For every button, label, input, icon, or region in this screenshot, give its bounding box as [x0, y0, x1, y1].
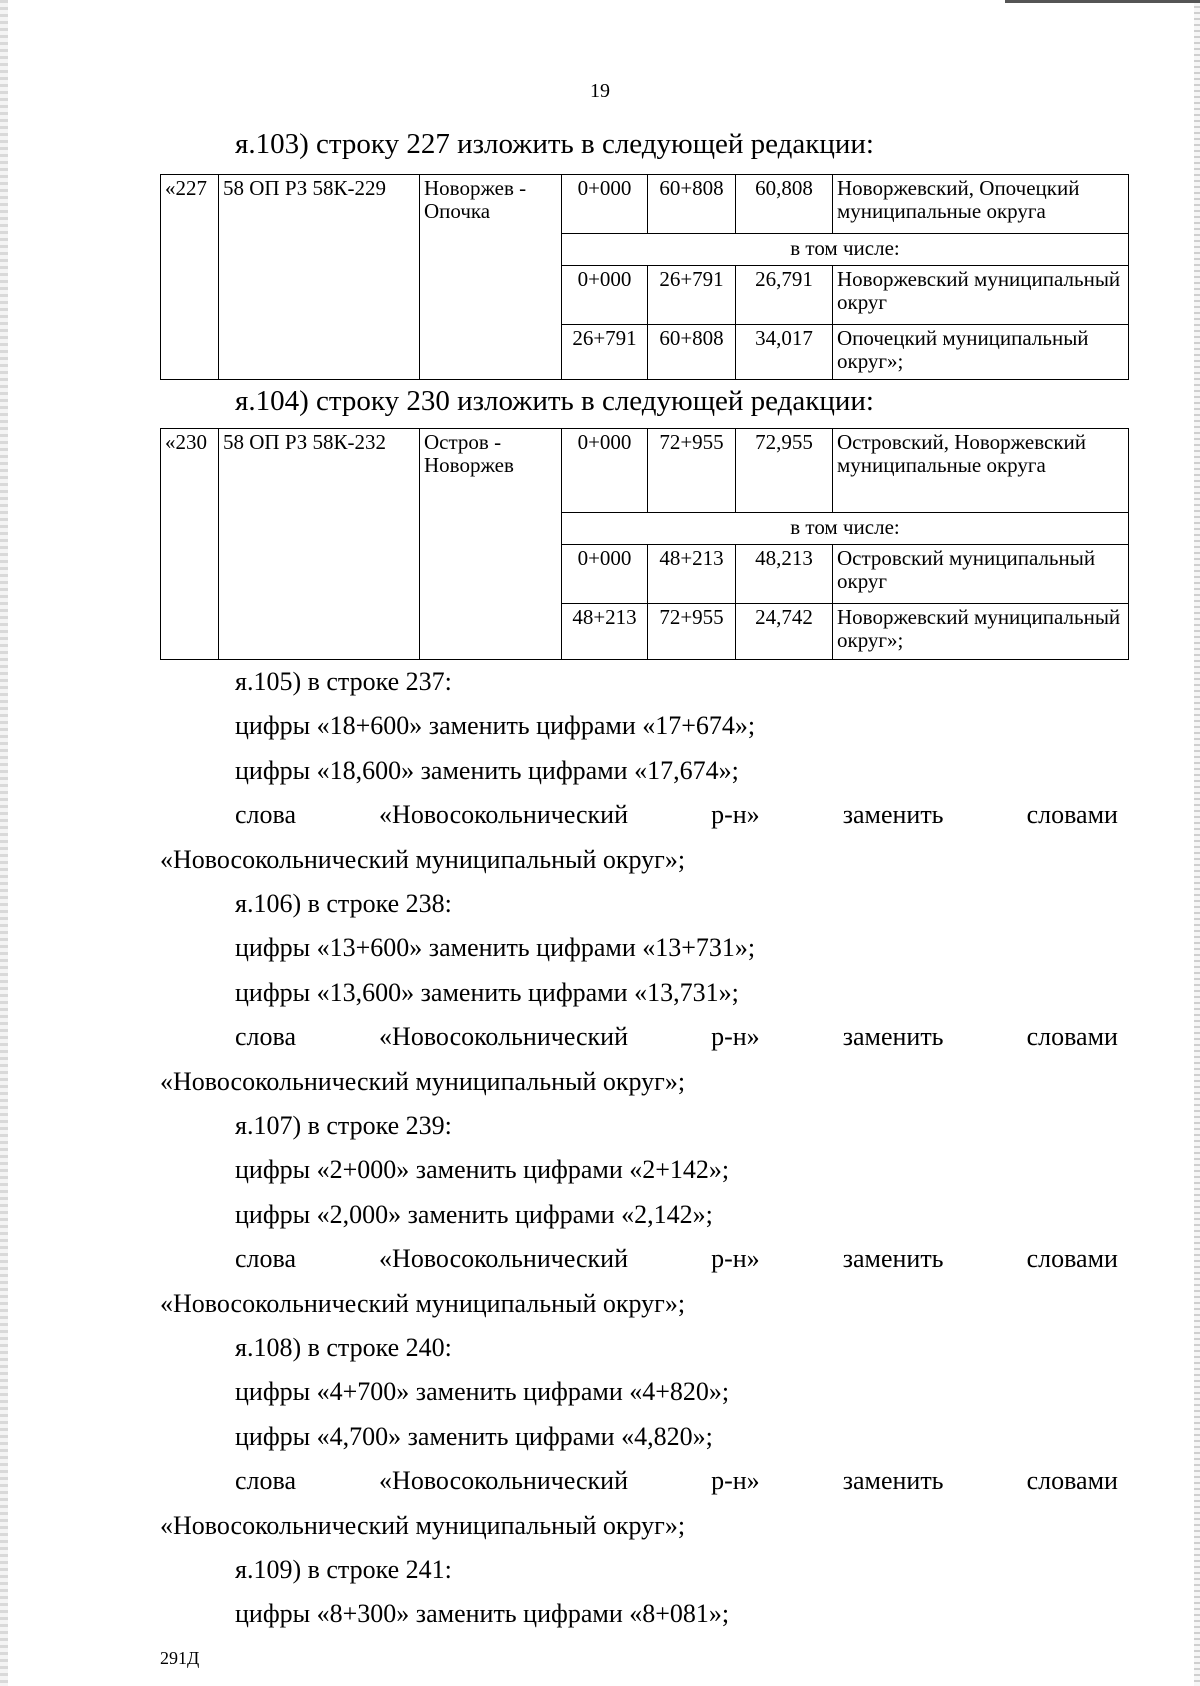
- km-end: 48+213: [648, 545, 736, 604]
- km-end: 60+808: [648, 175, 736, 234]
- item-105-line: цифры «18,600» заменить цифрами «17,674»;: [235, 756, 739, 785]
- subheader-including: в том числе:: [562, 513, 1129, 545]
- item-106-line: цифры «13,600» заменить цифрами «13,731»;: [235, 978, 739, 1007]
- district: Новоржевский муниципальный округ: [833, 266, 1129, 325]
- table-row-230: [160, 428, 1129, 660]
- item-107-heading: я.107) в строке 239:: [235, 1111, 452, 1140]
- replace-words-continuation: «Новосокольнический муниципальный округ»;: [160, 1289, 686, 1318]
- length-km: 72,955: [736, 429, 833, 513]
- replace-words-line: слова «Новосокольнический р-н» заменить словами: [235, 800, 1118, 829]
- district: Островский муниципальный округ: [833, 545, 1129, 604]
- km-end: 60+808: [648, 325, 736, 380]
- item-108-heading: я.108) в строке 240:: [235, 1333, 452, 1362]
- replace-words-continuation: «Новосокольнический муниципальный округ»;: [160, 1511, 686, 1540]
- row-number: «230: [161, 429, 219, 660]
- document-code: 291Д: [160, 1648, 200, 1668]
- replace-words-continuation: «Новосокольнический муниципальный округ»;: [160, 1067, 686, 1096]
- km-start: 0+000: [562, 545, 648, 604]
- length-km: 34,017: [736, 325, 833, 380]
- km-start: 0+000: [562, 266, 648, 325]
- road-id: 58 ОП РЗ 58К-232: [219, 429, 420, 660]
- district: Опочецкий муниципальный округ»;: [833, 325, 1129, 380]
- item-108-line: цифры «4+700» заменить цифрами «4+820»;: [235, 1377, 730, 1406]
- district: Новоржевский, Опочецкий муниципальные округа: [833, 175, 1129, 234]
- replace-words-line: слова «Новосокольнический р-н» заменить словами: [235, 1466, 1118, 1495]
- district: Островский, Новоржевский муниципальные округа: [833, 429, 1129, 513]
- km-start: 0+000: [562, 175, 648, 234]
- item-103-heading: я.103) строку 227 изложить в следующей редакции:: [235, 128, 874, 160]
- road-name: Новоржев - Опочка: [420, 175, 562, 380]
- replace-words-line: слова «Новосокольнический р-н» заменить словами: [235, 1022, 1118, 1051]
- item-108-line: цифры «4,700» заменить цифрами «4,820»;: [235, 1422, 713, 1451]
- km-start: 0+000: [562, 429, 648, 513]
- length-km: 24,742: [736, 604, 833, 660]
- km-end: 72+955: [648, 604, 736, 660]
- table-row-227: [160, 174, 1129, 380]
- item-104-heading: я.104) строку 230 изложить в следующей редакции:: [235, 385, 874, 417]
- scan-edge-top: [1005, 0, 1200, 3]
- item-107-line: цифры «2+000» заменить цифрами «2+142»;: [235, 1155, 730, 1184]
- scan-edge-left: [0, 0, 8, 1686]
- length-km: 60,808: [736, 175, 833, 234]
- item-106-heading: я.106) в строке 238:: [235, 889, 452, 918]
- row-number: «227: [161, 175, 219, 380]
- subheader-including: в том числе:: [562, 234, 1129, 266]
- scan-edge-right: [1194, 0, 1200, 1686]
- item-109-heading: я.109) в строке 241:: [235, 1555, 452, 1584]
- item-105-line: цифры «18+600» заменить цифрами «17+674»;: [235, 711, 756, 740]
- length-km: 48,213: [736, 545, 833, 604]
- km-end: 72+955: [648, 429, 736, 513]
- replace-words-line: слова «Новосокольнический р-н» заменить словами: [235, 1244, 1118, 1273]
- km-start: 26+791: [562, 325, 648, 380]
- road-id: 58 ОП РЗ 58К-229: [219, 175, 420, 380]
- replace-words-continuation: «Новосокольнический муниципальный округ»;: [160, 845, 686, 874]
- length-km: 26,791: [736, 266, 833, 325]
- item-109-line: цифры «8+300» заменить цифрами «8+081»;: [235, 1599, 730, 1628]
- page-number: 19: [590, 80, 610, 102]
- item-106-line: цифры «13+600» заменить цифрами «13+731»;: [235, 933, 756, 962]
- district: Новоржевский муниципальный округ»;: [833, 604, 1129, 660]
- item-107-line: цифры «2,000» заменить цифрами «2,142»;: [235, 1200, 713, 1229]
- road-name: Остров - Новоржев: [420, 429, 562, 660]
- km-end: 26+791: [648, 266, 736, 325]
- km-start: 48+213: [562, 604, 648, 660]
- item-105-heading: я.105) в строке 237:: [235, 667, 452, 696]
